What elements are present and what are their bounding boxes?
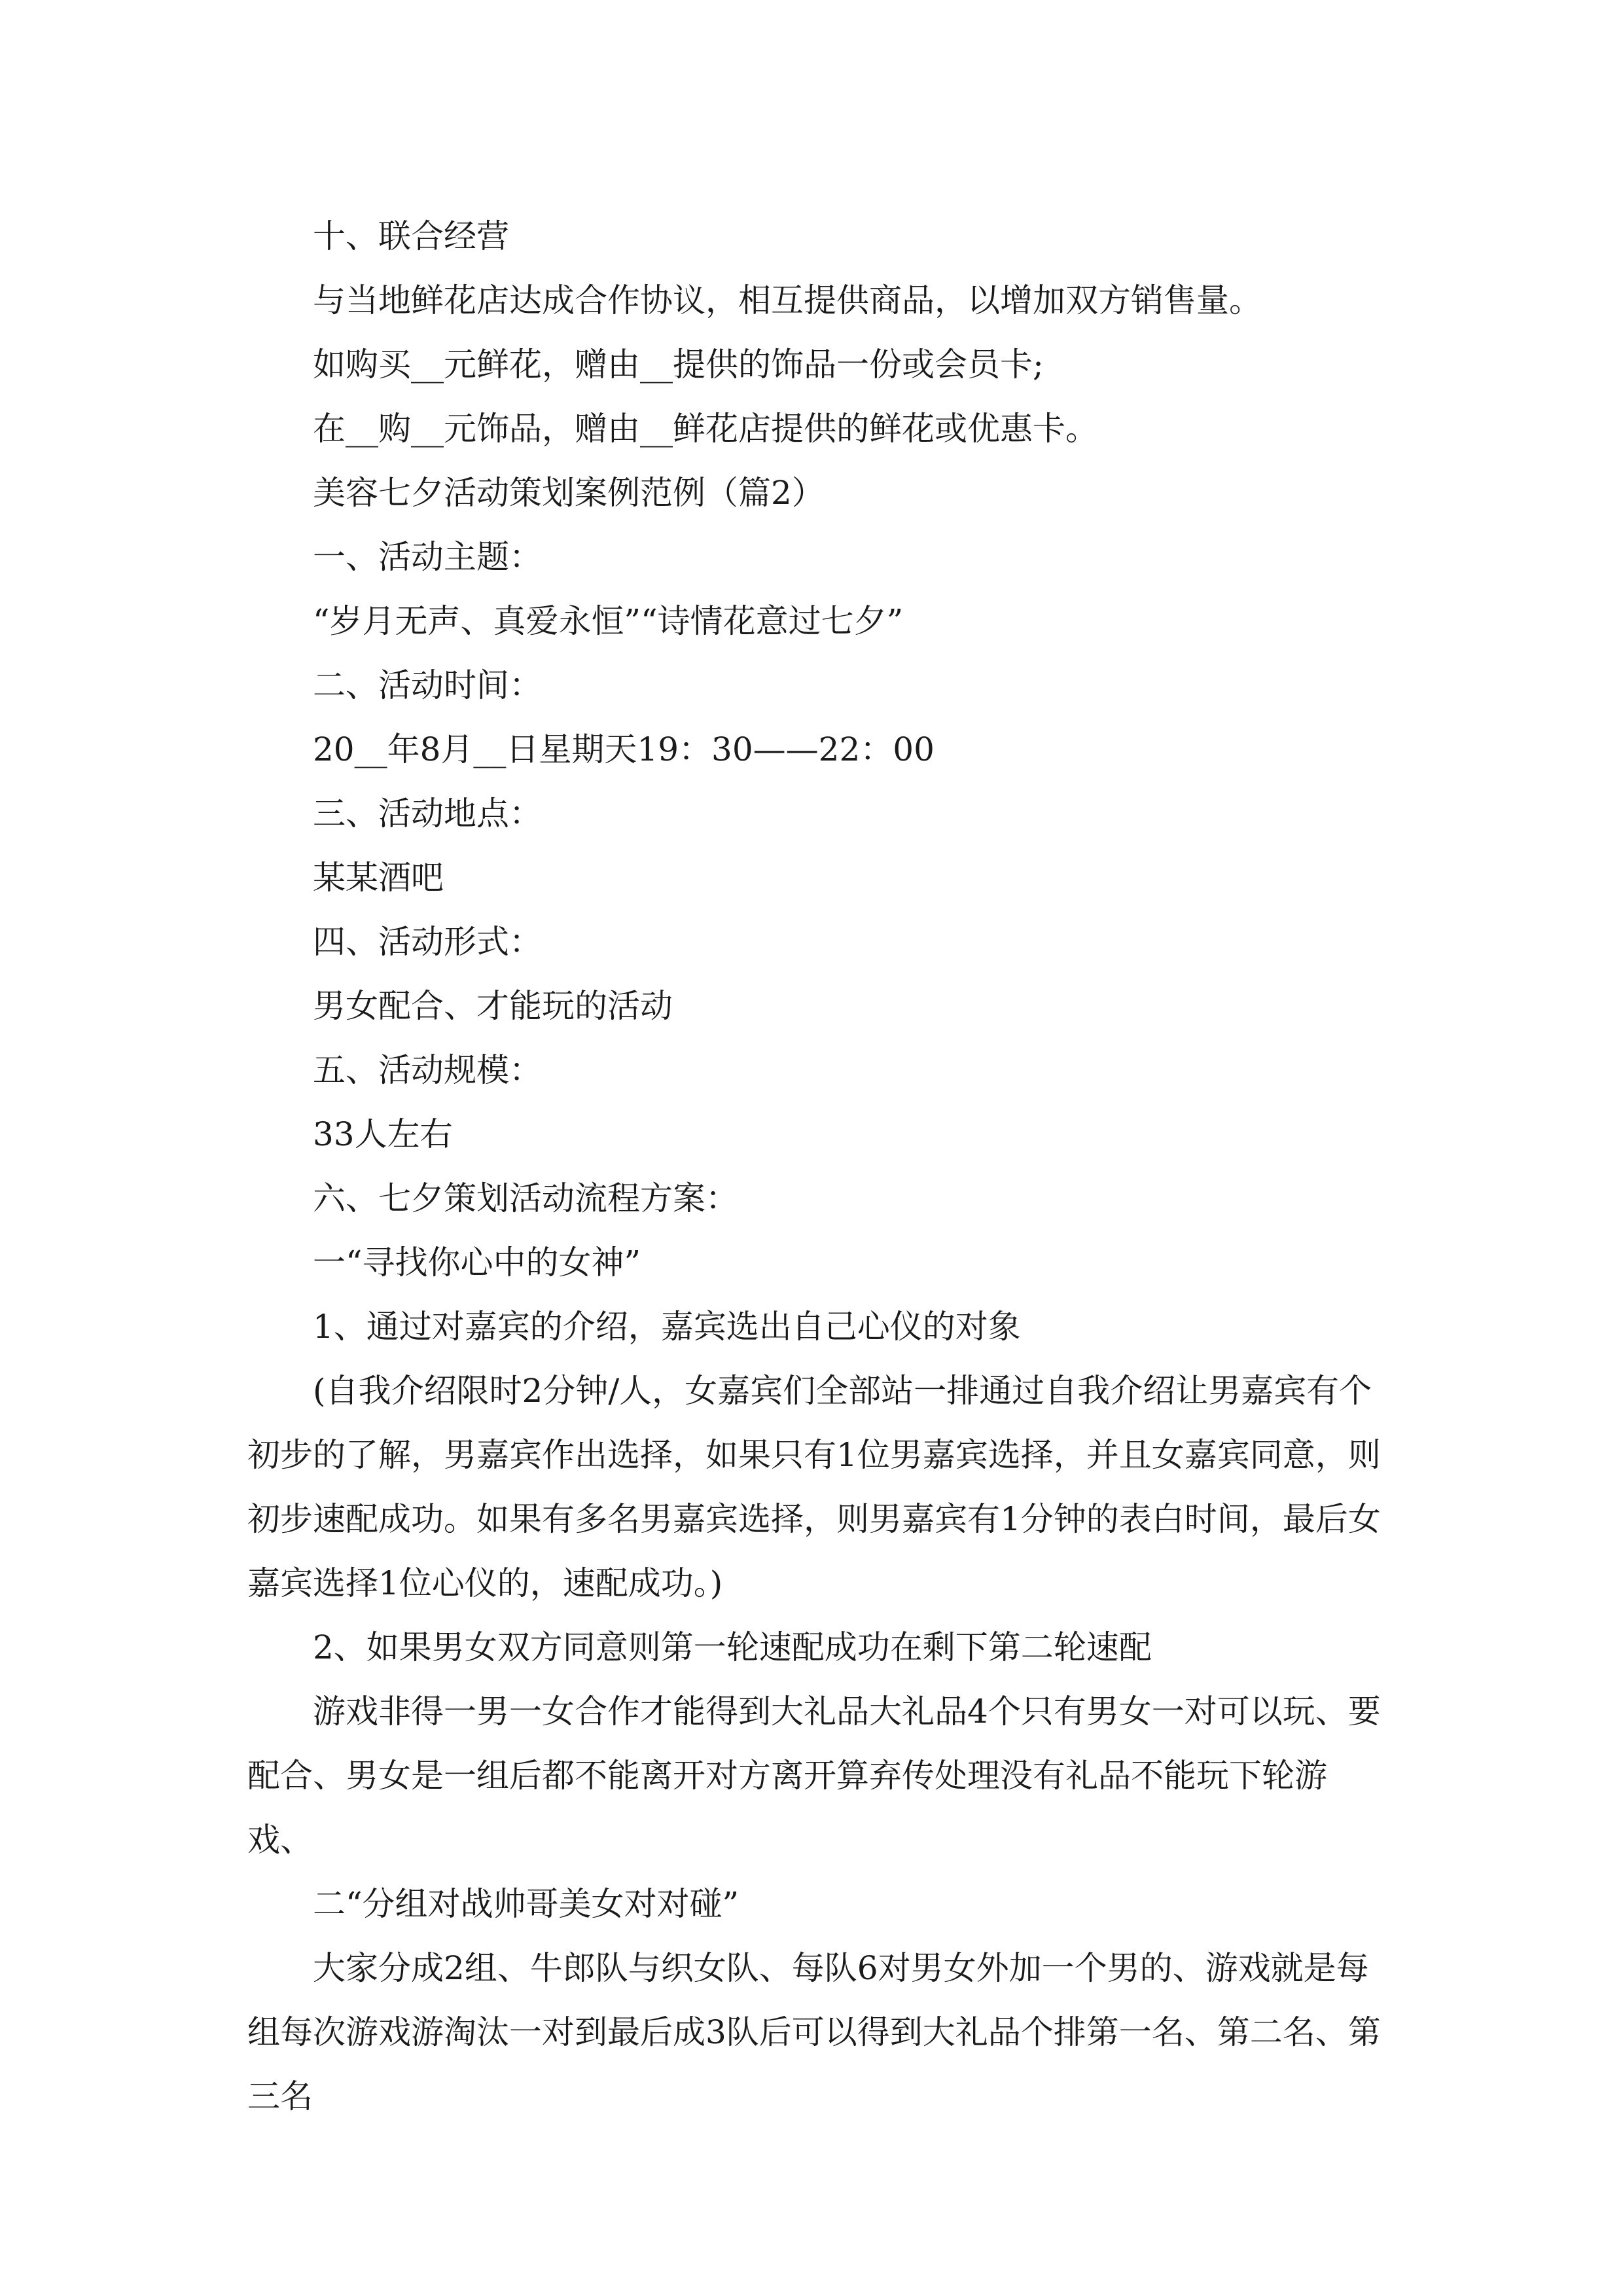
paragraph: 大家分成2组、牛郎队与织女队、每队6对男女外加一个男的、游戏就是每组每次游戏游淘汰一对到最后成3队后可以得到大礼品个排第一名、第二名、第三名 bbox=[247, 1949, 1381, 2115]
paragraph: 2、如果男女双方同意则第一轮速配成功在剩下第二轮速配 bbox=[313, 1628, 1152, 1666]
paragraph: 20__年8月__日星期天19：30——22：00 bbox=[313, 730, 935, 768]
paragraph: 游戏非得一男一女合作才能得到大礼品大礼品4个只有男女一对可以玩、要配合、男女是一组后都不能离开对方离开算弃传处理没有礼品不能玩下轮游戏、 bbox=[247, 1693, 1381, 1859]
paragraph: 33人左右 bbox=[313, 1115, 453, 1153]
paragraph-heading-format: 四、活动形式： bbox=[313, 923, 542, 961]
paragraph: 男女配合、才能玩的活动 bbox=[313, 987, 673, 1025]
paragraph: 二“分组对战帅哥美女对对碰” bbox=[313, 1885, 740, 1923]
paragraph-heading-scale: 五、活动规模： bbox=[313, 1051, 542, 1089]
paragraph: 一“寻找你心中的女神” bbox=[313, 1244, 641, 1282]
paragraph: 在__购__元饰品，赠由__鲜花店提供的鲜花或优惠卡。 bbox=[313, 410, 1098, 448]
paragraph: “岁月无声、真爱永恒”“诗情花意过七夕” bbox=[313, 602, 904, 640]
document-body bbox=[247, 204, 1386, 2128]
paragraph-heading-time: 二、活动时间： bbox=[313, 666, 542, 704]
paragraph-heading-theme: 一、活动主题： bbox=[313, 538, 542, 576]
paragraph-heading-location: 三、活动地点： bbox=[313, 795, 542, 833]
paragraph-heading-joint-operation: 十、联合经营 bbox=[313, 217, 509, 255]
paragraph-heading-process: 六、七夕策划活动流程方案： bbox=[313, 1179, 738, 1217]
section-title: 美容七夕活动策划案例范例（篇2） bbox=[313, 474, 825, 512]
paragraph: 与当地鲜花店达成合作协议，相互提供商品，以增加双方销售量。 bbox=[313, 281, 1262, 319]
paragraph: 某某酒吧 bbox=[313, 859, 444, 897]
paragraph: 如购买__元鲜花，赠由__提供的饰品一份或会员卡; bbox=[313, 346, 1044, 384]
paragraph: 1、通过对嘉宾的介绍，嘉宾选出自己心仪的对象 bbox=[313, 1308, 1021, 1346]
paragraph: (自我介绍限时2分钟/人，女嘉宾们全部站一排通过自我介绍让男嘉宾有个初步的了解，男嘉宾作出选择，如果只有1位男嘉宾选择，并且女嘉宾同意，则初步速配成功。如果有多名男嘉宾选择，则男嘉宾有1分钟的表白时间，最后女嘉宾选择1位心仪的，速配成功。) bbox=[247, 1372, 1381, 1602]
